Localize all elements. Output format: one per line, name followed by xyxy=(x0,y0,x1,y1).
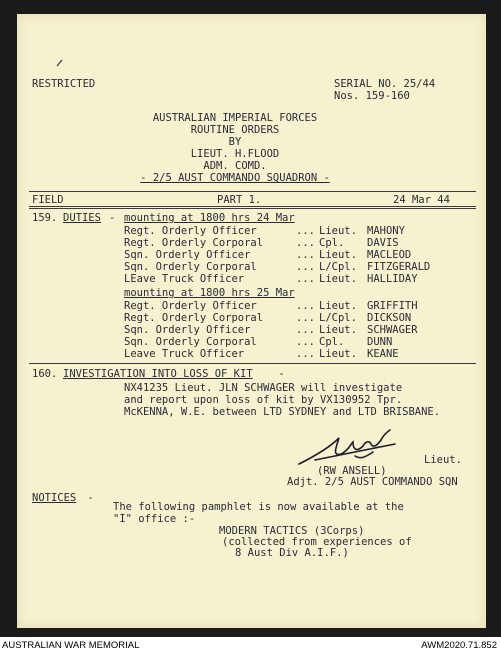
mounting-heading-1: mounting at 1800 hrs 24 Mar xyxy=(124,212,295,224)
squadron-title: - 2/5 AUST COMMANDO SQUADRON - xyxy=(140,172,330,184)
part-date: 24 Mar 44 xyxy=(393,194,450,206)
duty-rank: Lieut. xyxy=(319,348,357,360)
duty-role: Sqn. Orderly Officer xyxy=(124,249,251,261)
duty-rank: Cpl. xyxy=(319,237,345,249)
duty-dots: ... xyxy=(296,312,315,324)
divider-double xyxy=(29,206,476,209)
footer-credit: AUSTRALIAN WAR MEMORIAL xyxy=(2,640,140,651)
duty-name: DICKSON xyxy=(367,312,412,324)
order-numbers: Nos. 159-160 xyxy=(334,90,410,102)
section-160-body-line-3: McKENNA, W.E. between LTD SYDNEY and LTD BRISBANE. xyxy=(124,406,441,418)
duty-dots: ... xyxy=(296,225,315,237)
duty-role: Regt. Orderly Corporal xyxy=(124,312,264,324)
section-160-body-line-1: NX41235 Lieut. JLN SCHWAGER will investigate xyxy=(124,382,403,394)
notices-dash: - xyxy=(81,492,94,504)
section-160-dash: - xyxy=(272,368,285,380)
duty-role: Regt. Orderly Officer xyxy=(124,225,257,237)
section-160-number: 160. xyxy=(32,368,58,380)
duty-name: HALLIDAY xyxy=(367,273,418,285)
duty-dots: ... xyxy=(296,300,315,312)
duty-name: MAHONY xyxy=(367,225,405,237)
duty-name: KEANE xyxy=(367,348,399,360)
title-line-4: LIEUT. H.FLOOD xyxy=(190,148,280,160)
duty-role: Leave Truck Officer xyxy=(124,348,245,360)
duty-dots: ... xyxy=(296,261,315,273)
duty-name: DUNN xyxy=(367,336,393,348)
section-160-body-line-2: and report upon loss of kit by VX130952 Tpr. xyxy=(124,394,403,406)
notices-title: NOTICES xyxy=(32,492,77,504)
title-line-3: BY xyxy=(228,136,242,148)
duty-name: DAVIS xyxy=(367,237,399,249)
mounting-heading-2: mounting at 1800 hrs 25 Mar xyxy=(124,287,295,299)
footer-accession-number: AWM2020.71.852 xyxy=(421,640,497,651)
signature-name: (RW ANSELL) xyxy=(317,465,387,477)
section-159-dash: - xyxy=(109,212,122,224)
duty-rank: Lieut. xyxy=(319,249,357,261)
title-line-1: AUSTRALIAN IMPERIAL FORCES xyxy=(152,112,318,124)
duty-name: GRIFFITH xyxy=(367,300,418,312)
duty-rank: Lieut. xyxy=(319,324,357,336)
signature-rank: Lieut. xyxy=(424,454,462,466)
duty-role: Sqn. Orderly Corporal xyxy=(124,261,257,273)
serial-number: SERIAL NO. 25/44 xyxy=(334,78,436,90)
duty-role: Sqn. Orderly Officer xyxy=(124,324,251,336)
duty-rank: Lieut. xyxy=(319,300,357,312)
divider-section-160 xyxy=(29,363,476,364)
duty-rank: Lieut. xyxy=(319,273,357,285)
section-159-title: DUTIES xyxy=(63,212,101,224)
duty-dots: ... xyxy=(296,336,315,348)
duty-dots: ... xyxy=(296,273,315,285)
part-label: PART 1. xyxy=(217,194,262,206)
pencil-mark xyxy=(55,58,65,68)
section-159-number: 159. xyxy=(32,212,58,224)
title-line-5: ADM. COMD. xyxy=(203,160,267,172)
duty-dots: ... xyxy=(296,237,315,249)
duty-rank: Lieut. xyxy=(319,225,357,237)
section-160-title: INVESTIGATION INTO LOSS OF KIT xyxy=(63,368,253,380)
divider-top xyxy=(29,191,476,192)
duty-name: SCHWAGER xyxy=(367,324,418,336)
notices-line-1: The following pamphlet is now available at the xyxy=(113,501,404,513)
handwritten-signature xyxy=(295,426,405,468)
signature-appointment: Adjt. 2/5 AUST COMMANDO SQN xyxy=(287,476,458,488)
footer-bar xyxy=(0,637,501,653)
field-label: FIELD xyxy=(32,194,64,206)
title-line-2: ROUTINE ORDERS xyxy=(190,124,280,136)
duty-dots: ... xyxy=(296,324,315,336)
duty-role: Regt. Orderly Corporal xyxy=(124,237,264,249)
duty-name: MACLEOD xyxy=(367,249,412,261)
duty-role: Regt. Orderly Officer xyxy=(124,300,257,312)
notices-line-2: "I" office :- xyxy=(113,513,196,525)
restricted-label: RESTRICTED xyxy=(32,78,96,90)
duty-name: FITZGERALD xyxy=(367,261,431,273)
notices-item-1: MODERN TACTICS (3Corps) xyxy=(219,525,365,537)
duty-dots: ... xyxy=(296,249,315,261)
duty-rank: L/Cpl. xyxy=(319,261,357,273)
notices-item-2: (collected from experiences of xyxy=(222,536,412,548)
duty-rank: L/Cpl. xyxy=(319,312,357,324)
duty-role: Sqn. Orderly Corporal xyxy=(124,336,257,348)
duty-rank: Cpl. xyxy=(319,336,345,348)
duty-dots: ... xyxy=(296,348,315,360)
title-line-6 xyxy=(17,172,453,184)
document-page xyxy=(17,14,486,628)
duty-role: LEave Truck Officer xyxy=(124,273,245,285)
notices-item-3: 8 Aust Div A.I.F.) xyxy=(235,547,349,559)
